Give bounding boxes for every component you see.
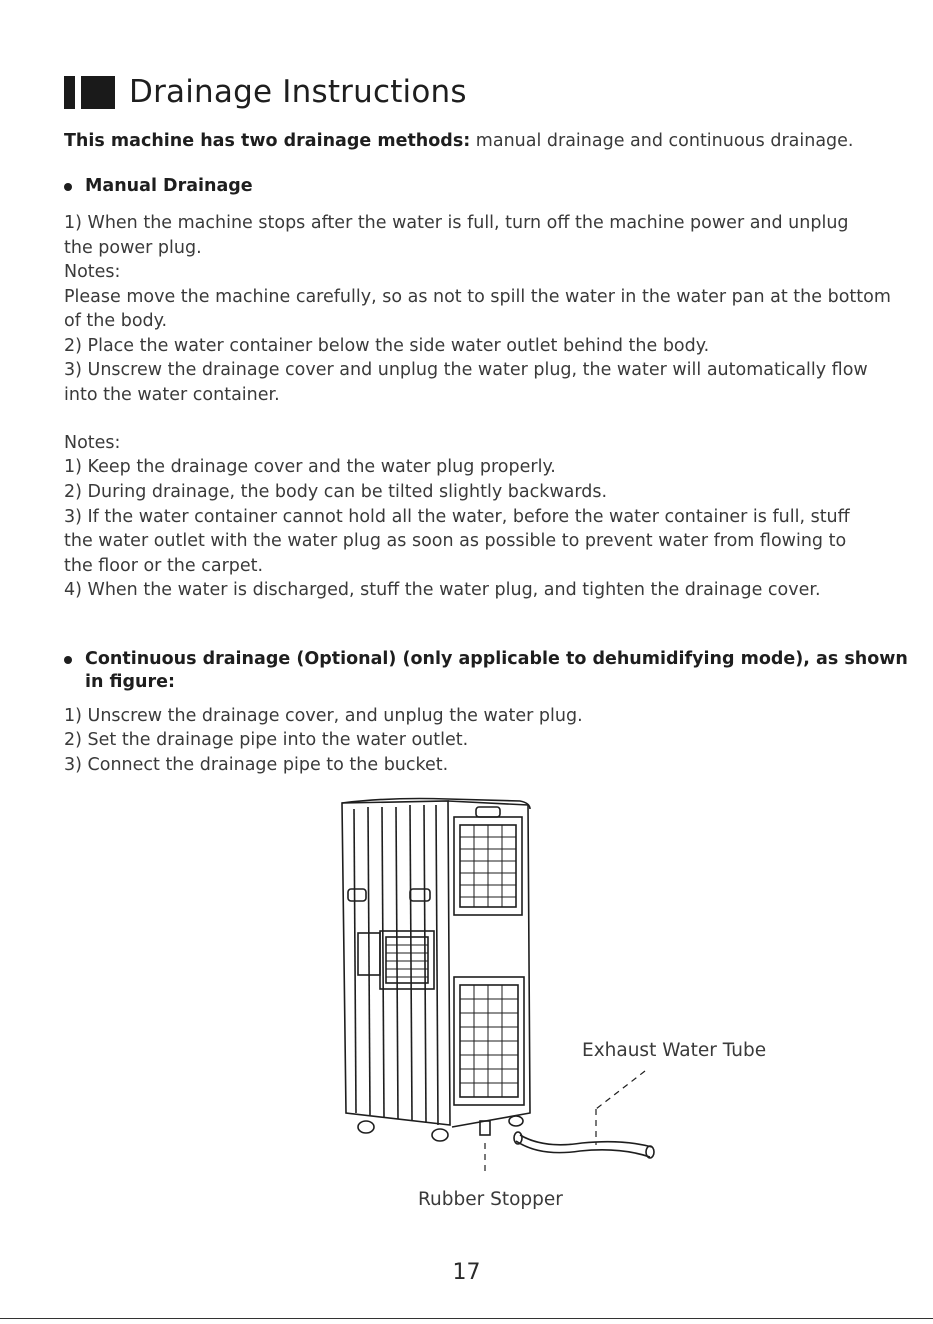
rubber-stopper-label: Rubber Stopper (418, 1189, 563, 1210)
continuous-heading-line2: in figure: (85, 672, 176, 692)
continuous-line: 3) Connect the drainage pipe to the bucket. (64, 755, 449, 775)
intro-paragraph (64, 131, 853, 151)
manual-line: into the water container. (64, 385, 280, 405)
manual-line: 2) Place the water container below the side water outlet behind the body. (64, 336, 710, 356)
continuous-heading-line1: Continuous drainage (Optional) (only applicable to dehumidifying mode), as shown (85, 649, 908, 669)
air-conditioner-figure (330, 795, 670, 1175)
notes-line: 1) Keep the drainage cover and the water plug properly. (64, 457, 556, 477)
manual-line: 3) Unscrew the drainage cover and unplug the water plug, the water will automatically flow (64, 360, 868, 380)
manual-line: the power plug. (64, 238, 202, 258)
manual-line: Please move the machine carefully, so as not to spill the water in the water pan at the bottom (64, 287, 891, 307)
notes-line: the floor or the carpet. (64, 556, 264, 576)
page-title: Drainage Instructions (129, 74, 467, 110)
bullet-icon (64, 183, 72, 191)
intro-rest: manual drainage and continuous drainage. (470, 131, 854, 151)
title-bar-marker (64, 76, 75, 109)
bullet-icon (64, 656, 72, 664)
manual-line: of the body. (64, 311, 168, 331)
bottom-rule (0, 1318, 933, 1319)
manual-heading: Manual Drainage (85, 176, 253, 196)
notes-line: 3) If the water container cannot hold all the water, before the water container is full, stuff (64, 507, 850, 527)
page-number: 17 (452, 1260, 481, 1285)
manual-notes-label: Notes: (64, 262, 121, 282)
page-title-block (64, 74, 467, 110)
continuous-line: 2) Set the drainage pipe into the water outlet. (64, 730, 469, 750)
notes-line: 2) During drainage, the body can be tilted slightly backwards. (64, 482, 608, 502)
continuous-line: 1) Unscrew the drainage cover, and unplug the water plug. (64, 706, 583, 726)
notes-heading: Notes: (64, 433, 121, 453)
intro-bold: This machine has two drainage methods: (64, 131, 471, 151)
notes-line: 4) When the water is discharged, stuff the water plug, and tighten the drainage cover. (64, 580, 821, 600)
exhaust-water-tube-label: Exhaust Water Tube (582, 1040, 767, 1061)
notes-line: the water outlet with the water plug as soon as possible to prevent water from flowing to (64, 531, 847, 551)
title-block-marker (81, 76, 115, 109)
manual-line: 1) When the machine stops after the water is full, turn off the machine power and unplug (64, 213, 849, 233)
